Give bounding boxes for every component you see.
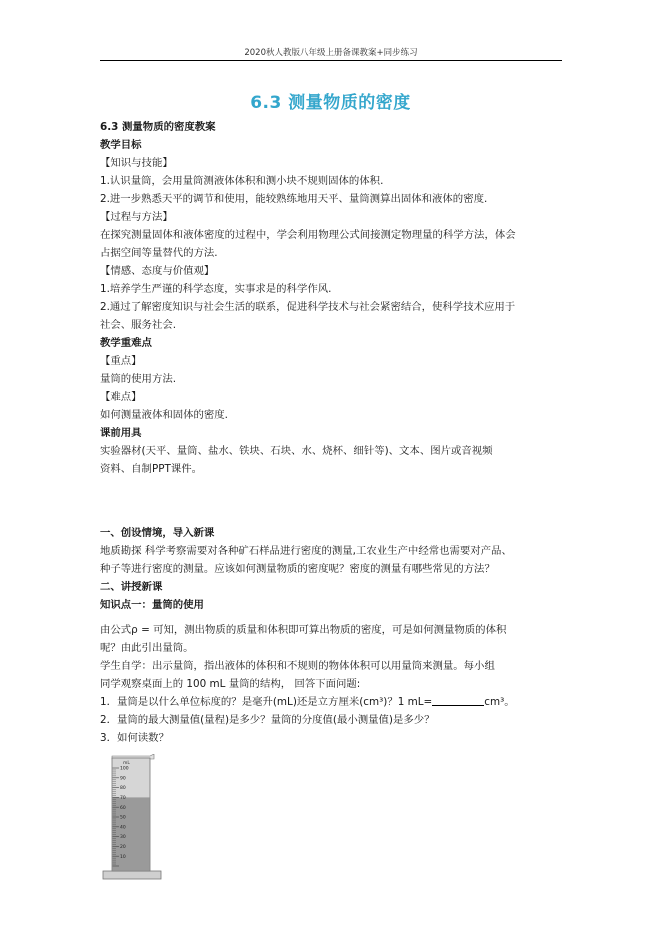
new-lesson-section bbox=[100, 524, 570, 614]
process-2: 占据空间等量替代的方法. bbox=[100, 247, 218, 259]
heading-objectives: 教学目标 bbox=[100, 139, 142, 151]
graduated-cylinder-illustration bbox=[102, 754, 164, 880]
liquid-column bbox=[113, 797, 150, 870]
scale-label: 70 bbox=[120, 796, 126, 801]
section-one: 一、创设情境，导入新课 bbox=[100, 527, 215, 539]
emotion-2: 2.通过了解密度知识与社会生活的联系，促进科学技术与社会紧密结合，使科学技术应用于 bbox=[100, 301, 516, 313]
selfstudy-2: 同学观察桌面上的 100 mL 量筒的结构， 回答下面问题: bbox=[100, 678, 361, 690]
knowledge-2: 2.进一步熟悉天平的调节和使用，能较熟练地用天平、量筒测算出固体和液体的密度. bbox=[100, 193, 488, 205]
bracket-difficult: 【难点】 bbox=[100, 391, 142, 403]
tools-1: 实验器材(天平、量筒、盐水、铁块、石块、水、烧杯、细针等)、文本、图片或音视频 bbox=[100, 445, 493, 457]
graduated-cylinder-figure bbox=[102, 754, 570, 886]
knowledge-1: 1.认识量筒，会用量筒测液体体积和测小块不规则固体的体积. bbox=[100, 175, 384, 187]
question-1 bbox=[100, 693, 570, 711]
formula-2: 呢？由此引出量筒。 bbox=[100, 642, 194, 654]
scale-label: 100 bbox=[120, 766, 129, 772]
process-1: 在探究测量固体和液体密度的过程中，学会利用物理公式间接测定物理量的科学方法，体会 bbox=[100, 229, 516, 241]
scale-label: 80 bbox=[120, 786, 126, 792]
page-title: 6.3 测量物质的密度 bbox=[250, 93, 411, 113]
emotion-1: 1.培养学生严谨的科学态度，实事求是的科学作风. bbox=[100, 283, 332, 295]
heading-keypoints: 教学重难点 bbox=[100, 337, 152, 349]
document-body bbox=[100, 118, 570, 886]
question-2: 2．量筒的最大测量值(量程)是多少？量筒的分度值(最小测量值)是多少？ bbox=[100, 714, 435, 726]
point-one: 知识点一：量筒的使用 bbox=[100, 599, 204, 611]
bracket-process: 【过程与方法】 bbox=[100, 211, 173, 223]
bracket-key: 【重点】 bbox=[100, 355, 142, 367]
heading-tools: 课前用具 bbox=[100, 427, 142, 439]
question-3: 3．如何读数？ bbox=[100, 732, 169, 744]
cylinder-base bbox=[103, 871, 161, 879]
bracket-knowledge: 【知识与技能】 bbox=[100, 157, 173, 169]
scale-label: 40 bbox=[120, 825, 126, 831]
running-header: 2020秋人教版八年级上册备课教案+同步练习 bbox=[244, 48, 418, 58]
question-1-text: 1．量筒是以什么单位标度的？是毫升(mL)还是立方厘米(cm³)？1 mL= bbox=[100, 696, 433, 708]
scale-label: 90 bbox=[120, 776, 126, 782]
bracket-emotion: 【情感、态度与价值观】 bbox=[100, 265, 215, 277]
selfstudy-1: 学生自学：出示量筒，指出液体的体积和不规则的物体体积可以用量筒来测量。每小组 bbox=[100, 660, 495, 672]
section-two: 二、讲授新课 bbox=[100, 581, 163, 593]
formula-1: 由公式ρ = 可知，测出物质的质量和体积即可算出物质的密度，可是如何测量物质的体积 bbox=[100, 624, 507, 636]
difficult-1: 如何测量液体和固体的密度. bbox=[100, 409, 228, 421]
doc-subtitle: 6.3 测量物质的密度教案 bbox=[100, 121, 216, 133]
answer-blank[interactable] bbox=[432, 695, 484, 706]
scale-label: 60 bbox=[120, 805, 126, 811]
header-rule bbox=[100, 60, 562, 61]
scale-label: 20 bbox=[120, 845, 126, 850]
emotion-3: 社会、服务社会. bbox=[100, 319, 177, 331]
scale-label: 10 bbox=[120, 854, 126, 860]
tools-2: 资料、自制PPT课件。 bbox=[100, 463, 203, 475]
unit-label: mL bbox=[123, 761, 130, 766]
scale-label: 50 bbox=[120, 815, 126, 821]
intro-2: 种子等进行密度的测量。应该如何测量物质的密度呢？密度的测量有哪些常见的方法？ bbox=[100, 563, 495, 575]
scale-label: 30 bbox=[120, 835, 126, 841]
formula-section bbox=[100, 621, 570, 693]
questions-section bbox=[100, 711, 570, 747]
lesson-plan-intro bbox=[100, 118, 570, 478]
key-1: 量筒的使用方法. bbox=[100, 373, 177, 385]
intro-1: 地质勘探 科学考察需要对各种矿石样品进行密度的测量,工农业生产中经常也需要对产品、 bbox=[100, 545, 512, 557]
question-1-unit: cm³。 bbox=[484, 696, 515, 708]
